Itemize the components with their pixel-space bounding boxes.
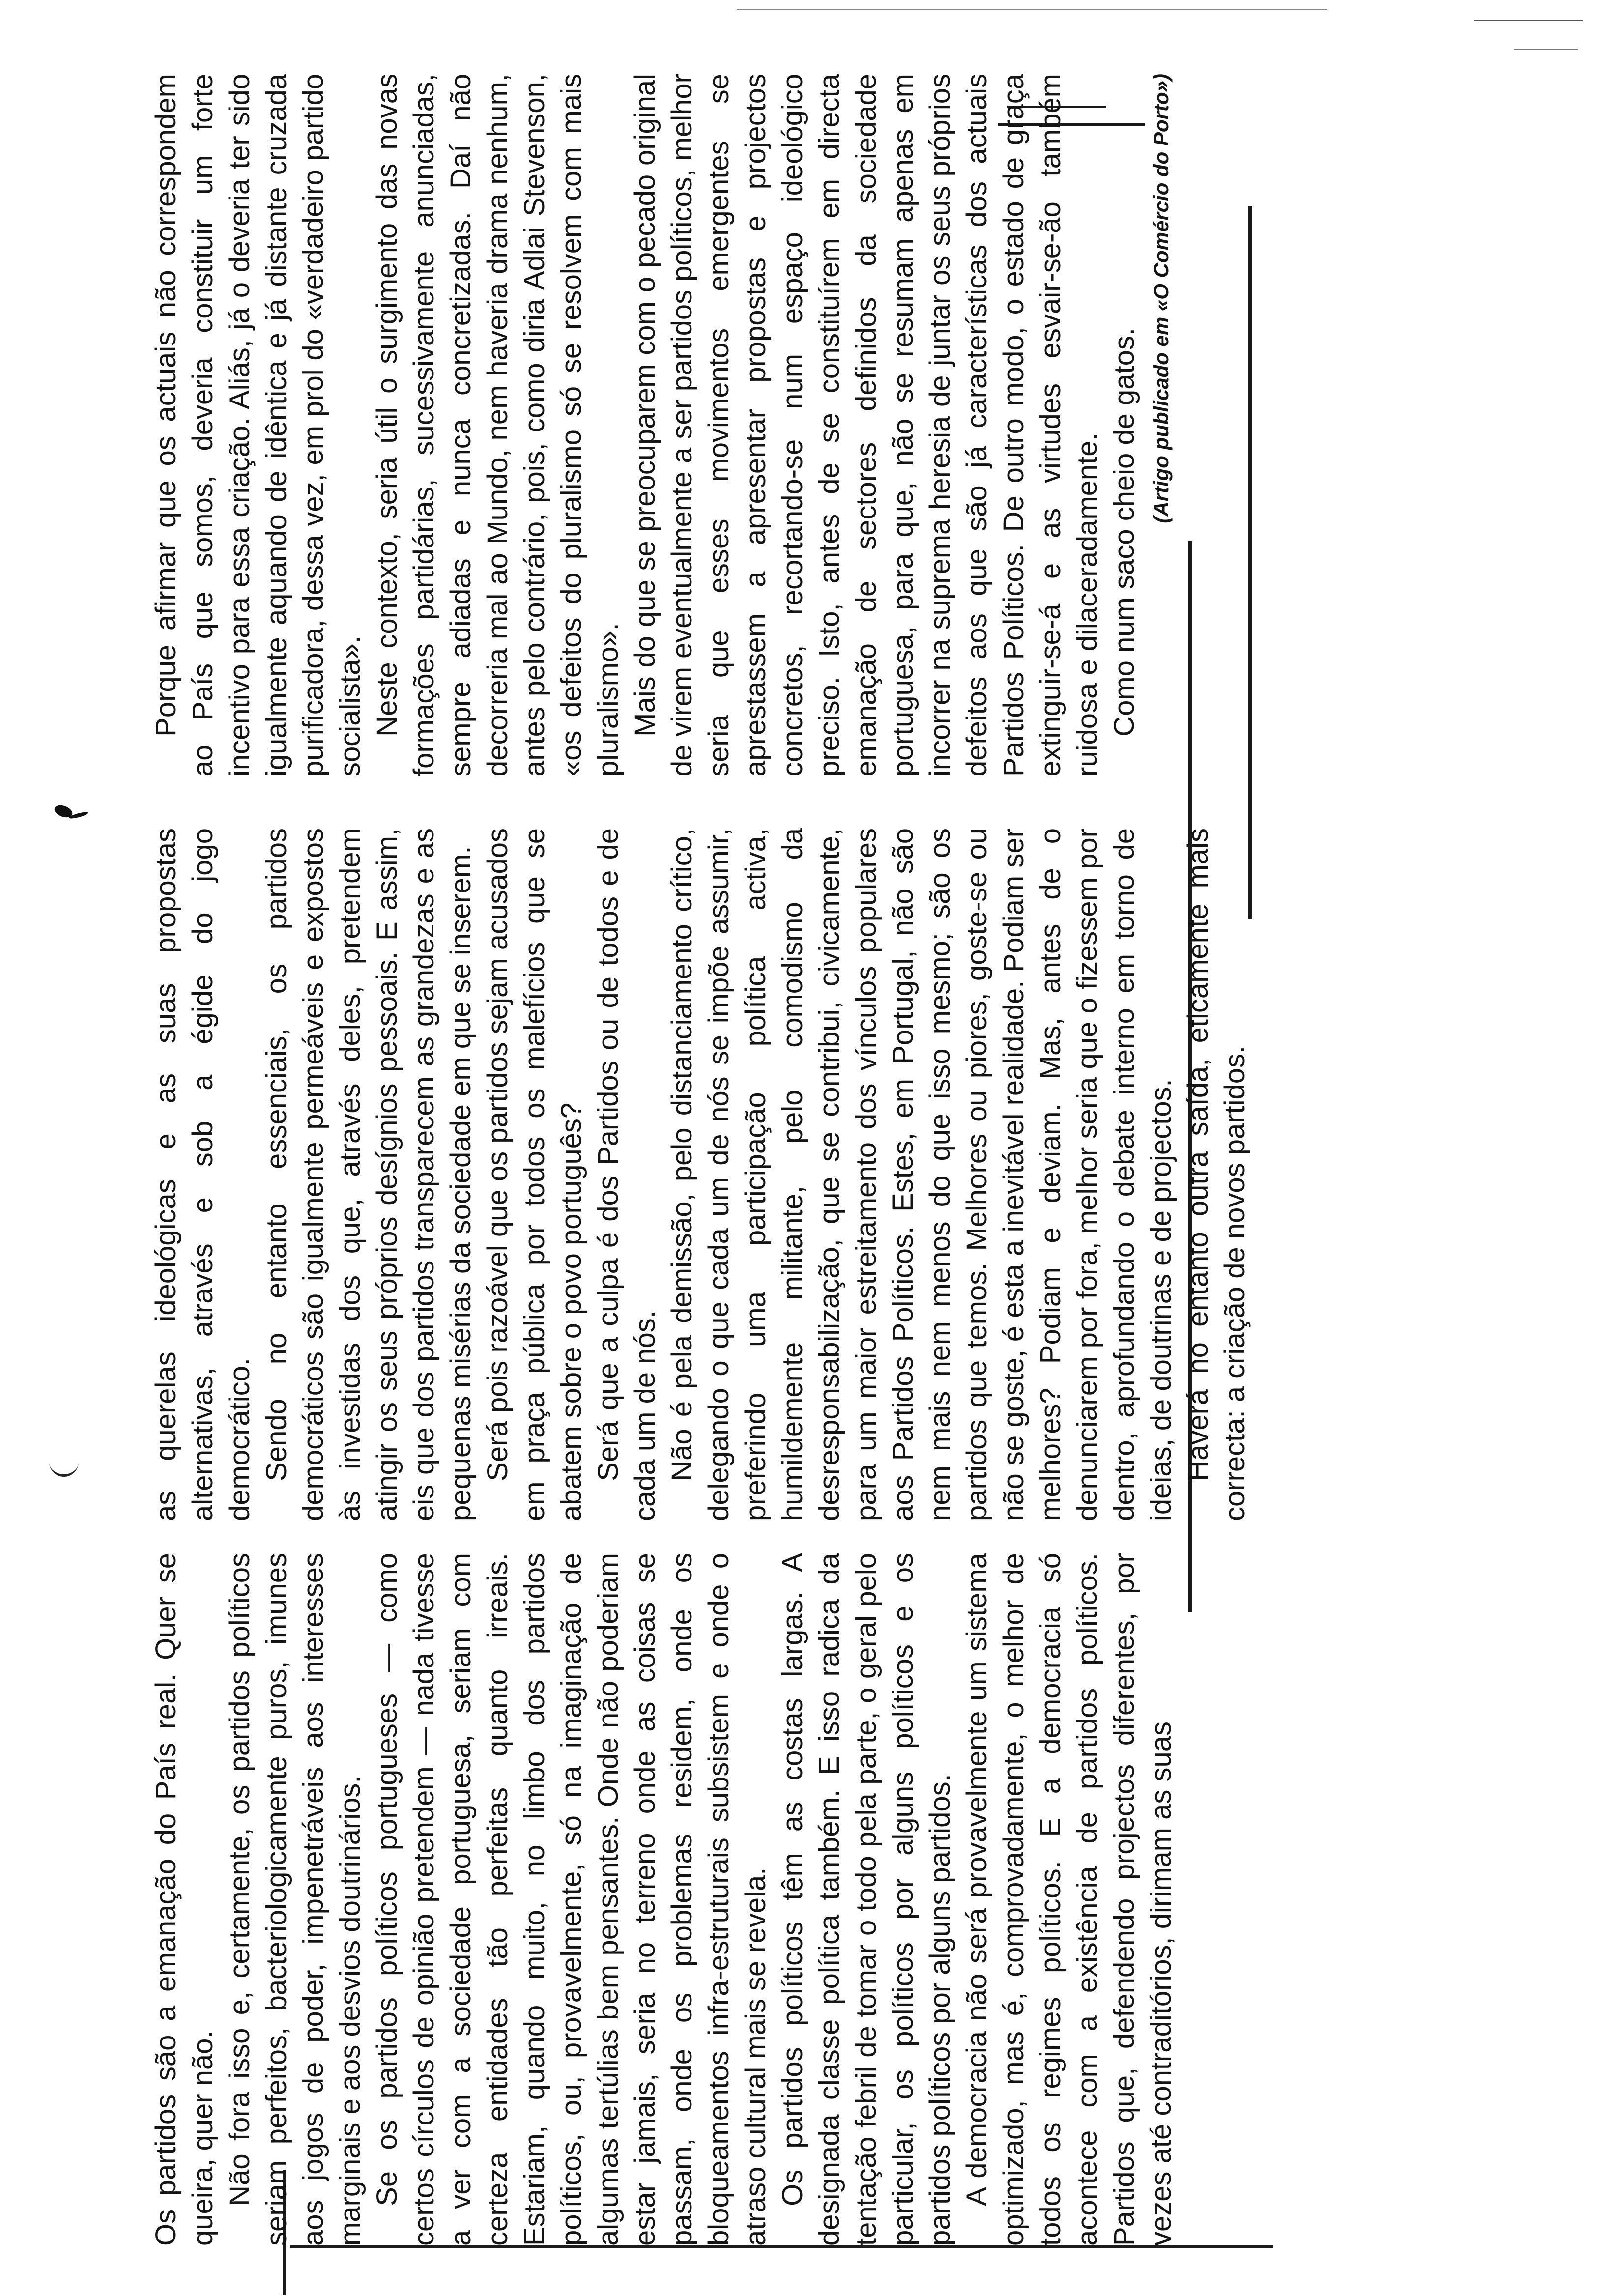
- source-credit: (Artigo publicado em «O Comércio do Porto»): [1150, 74, 1173, 523]
- paragraph: as querelas ideológicas e as suas propostas alternativas, através e sob a égide do jogo democrático.: [150, 828, 256, 1521]
- article-column-3: [147, 74, 1474, 776]
- paragraph: Sendo no entanto essenciais, os partidos democráticos são igualmente permeáveis e expostos às investidas dos que, através deles, pretendem atingir os seus próprios desígnios pessoais. E assim, eis que dos partidos transparecem as grandezas e as pequenas misérias da sociedade em que se inserem.: [260, 828, 477, 1521]
- paragraph: Será pois razoável que os partidos sejam acusados em praça pública por todos os malefícios que se abatem sobre o povo português?: [482, 828, 587, 1521]
- paragraph: Porque afirmar que os actuais não correspondem ao País que somos, deveria constituir um forte incentivo para essa criação. Aliás, já o deveria ter sido igualmente aquando de idêntica e já distante cruzada purificadora, dessa vez, em prol do «verdadeiro partido socialista».: [150, 74, 366, 776]
- scan-edge-line-top: [737, 9, 1327, 10]
- scan-curve-mark: [49, 1455, 79, 1477]
- paragraph: A democracia não será provavelmente um sistema optimizado, mas é, comprovadamente, o melhor de todos os regimes políticos. E a democracia só acontece com a existência de partidos políticos. Partidos que, defendendo projectos diferentes, por vezes até contraditórios, dirimam as suas: [961, 1553, 1177, 2246]
- article-column-2: [147, 818, 1474, 1521]
- paragraph: Não é pela demissão, pelo distanciamento crítico, delegando o que cada um de nós se impõe assumir, preferindo uma participação política activa, humildemente militante, pelo comodismo da desresponsabilização, que se contribui, civicamente, para um maior estreitamento dos vínculos populares aos Partidos Políticos. Estes, em Portugal, não são nem mais nem menos do que isso mesmo; são os partidos que temos. Melhores ou piores, goste-se ou não se goste, é esta a inevitável realidade. Podiam ser melhores? Podiam e deviam. Mas, antes de o denunciarem por fora, melhor seria que o fizessem por dentro, aprofundando o debate interno em torno de ideias, de doutrinas e de projectos.: [666, 828, 1177, 1521]
- paragraph: Mais do que se preocuparem com o pecado original de virem eventualmente a ser partidos políticos, melhor seria que esses movimentos emergentes se aprestassem a apresentar propostas e projectos concretos, recortando-se num espaço ideológico preciso. Isto, antes de se constituírem em directa emanação de sectores definidos da sociedade portuguesa, para que, não se resumam apenas em incorrer na suprema heresia de juntar os seus próprios defeitos aos que são já características dos actuais Partidos Políticos. De outro modo, o estado de graça extinguir-se-á e as virtudes esvair-se-ão também ruidosa e dilaceradamente.: [629, 74, 1103, 776]
- paragraph: Os partidos são a emanação do País real. Quer se queira, quer não.: [150, 1553, 219, 2246]
- paragraph: Haverá no entanto outra saída, eticamente mais correcta: a criação de novos partidos.: [1182, 828, 1251, 1521]
- article-column-1: [147, 1543, 1474, 2246]
- paragraph: Neste contexto, seria útil o surgimento das novas formações partidárias, sucessivamente anunciadas, sempre adiadas e nunca concretizadas. Daí não decorreria mal ao Mundo, nem haveria drama nenhum, antes pelo contrário, pois, como diria Adlai Stevenson, «os defeitos do pluralismo só se resolvem com mais pluralismo».: [371, 74, 624, 776]
- paragraph: Como num saco cheio de gatos.: [1108, 328, 1140, 737]
- newspaper-article: [147, 74, 1474, 2246]
- paragraph: Os partidos políticos têm as costas largas. A designada classe política também. E isso radica da tentação febril de tomar o todo pela parte, o geral pelo particular, os políticos por alguns políticos e os partidos políticos por alguns partidos.: [777, 1553, 956, 2246]
- scan-edge-line-right: [1474, 20, 1583, 21]
- scan-edge-line-right-2: [1514, 49, 1578, 50]
- paragraph: Se os partidos políticos portugueses — como certos círculos de opinião pretendem — nada tivesse a ver com a sociedade portuguesa, seriam com certeza entidades tão perfeitas quanto irreais. Estariam, quando muito, no limbo dos partidos políticos, ou, provavelmente, só na imaginação de algumas tertúlias bem pensantes. Onde não poderiam estar jamais, seria no terreno onde as coisas se passam, onde os problemas residem, onde os bloqueamentos infra-estruturais subsistem e onde o atraso cultural mais se revela.: [371, 1553, 772, 2246]
- paragraph: Não fora isso e, certamente, os partidos políticos seriam perfeitos, bacteriologicamente puros, imunes aos jogos de poder, impenetráveis aos interesses marginais e aos desvios doutrinários.: [224, 1553, 366, 2246]
- paragraph: Será que a culpa é dos Partidos ou de todos e de cada um de nós.: [592, 828, 661, 1521]
